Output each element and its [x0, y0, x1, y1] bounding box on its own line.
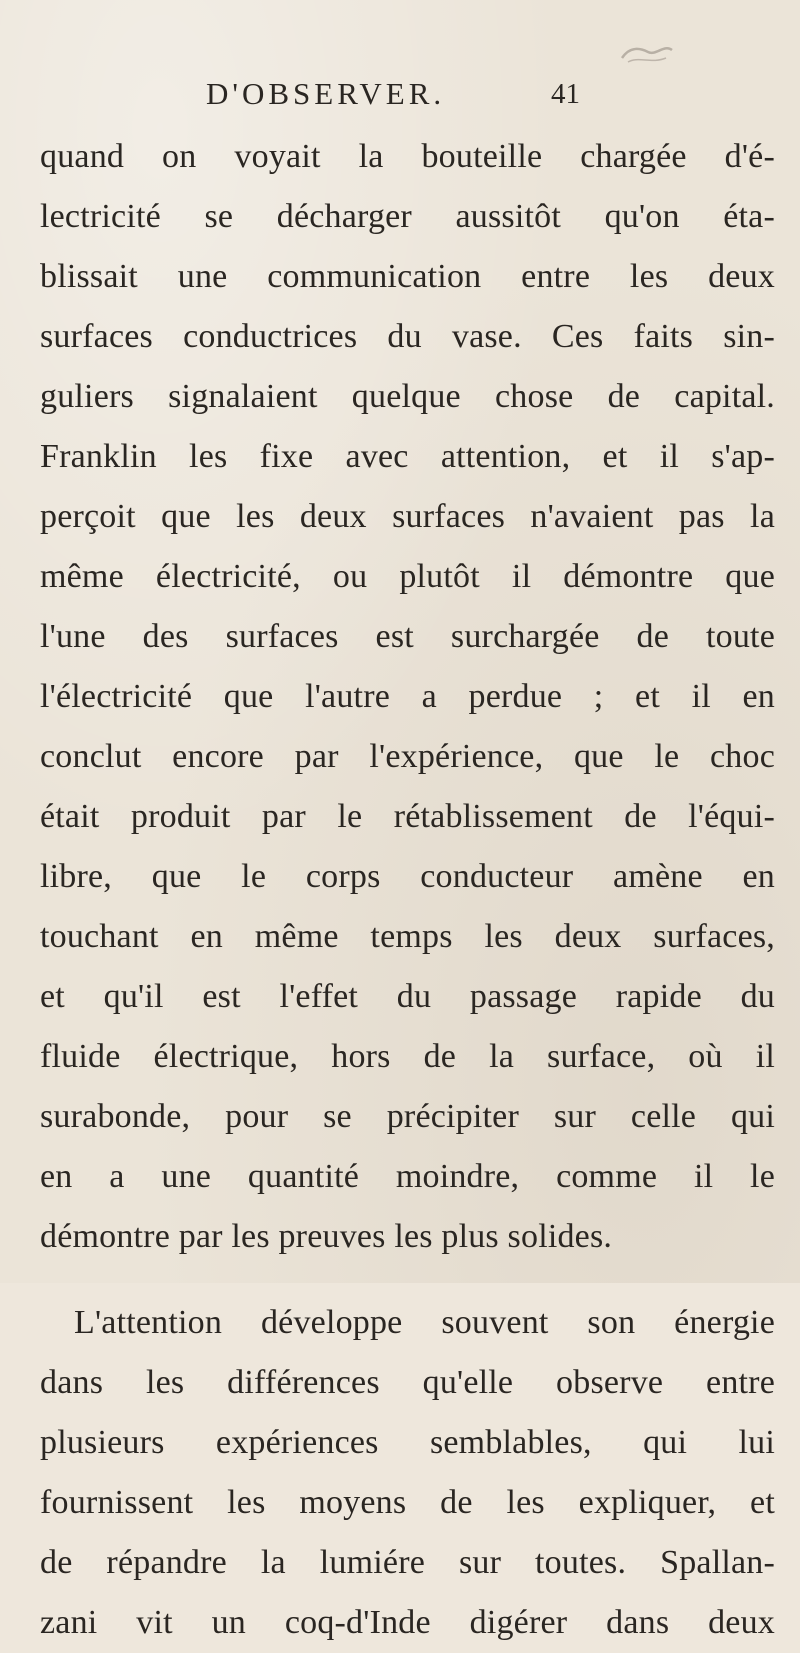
ink-smudge-mark	[618, 40, 676, 68]
body-text	[40, 127, 775, 1653]
paragraph-2	[40, 1293, 775, 1653]
text-line: et qu'il est l'effet du passage rapide du	[40, 978, 775, 1015]
text-line: conclut encore par l'expérience, que le choc	[40, 738, 775, 775]
text-line: l'électricité que l'autre a perdue ; et il en	[40, 678, 775, 715]
text-line: démontre par les preuves les plus solides.	[40, 1218, 613, 1255]
text-line: perçoit que les deux surfaces n'avaient pas la	[40, 498, 775, 535]
paragraph-1	[40, 127, 775, 1267]
text-line: dans les différences qu'elle observe entre	[40, 1364, 775, 1401]
text-line: Franklin les fixe avec attention, et il s'ap-	[40, 438, 775, 475]
page-number: 41	[551, 78, 580, 110]
text-line: plusieurs expériences semblables, qui lui	[40, 1424, 775, 1461]
text-line: était produit par le rétablissement de l'équi-	[40, 798, 775, 835]
text-line: surabonde, pour se précipiter sur celle qui	[40, 1098, 775, 1135]
smudge-icon	[618, 40, 676, 68]
text-line: lectricité se décharger aussitôt qu'on éta-	[40, 198, 775, 235]
text-line: quand on voyait la bouteille chargée d'é-	[40, 138, 775, 175]
text-line: libre, que le corps conducteur amène en	[40, 858, 775, 895]
text-line: de répandre la lumiére sur toutes. Spallan-	[40, 1544, 775, 1581]
text-line: fluide électrique, hors de la surface, où il	[40, 1038, 775, 1075]
text-line: fournissent les moyens de les expliquer, et	[40, 1484, 775, 1521]
text-line: surfaces conductrices du vase. Ces faits sin-	[40, 318, 775, 355]
running-title: D'OBSERVER.	[206, 76, 446, 111]
text-line: zani vit un coq-d'Inde digérer dans deux	[40, 1604, 775, 1641]
text-line: l'une des surfaces est surchargée de toute	[40, 618, 775, 655]
text-line: touchant en même temps les deux surfaces,	[40, 918, 775, 955]
text-line: même électricité, ou plutôt il démontre que	[40, 558, 775, 595]
text-line: guliers signalaient quelque chose de capital.	[40, 378, 775, 415]
text-line: en a une quantité moindre, comme il le	[40, 1158, 775, 1195]
page-header	[206, 76, 580, 120]
text-line: blissait une communication entre les deux	[40, 258, 775, 295]
text-line: L'attention développe souvent son énergie	[74, 1304, 775, 1341]
